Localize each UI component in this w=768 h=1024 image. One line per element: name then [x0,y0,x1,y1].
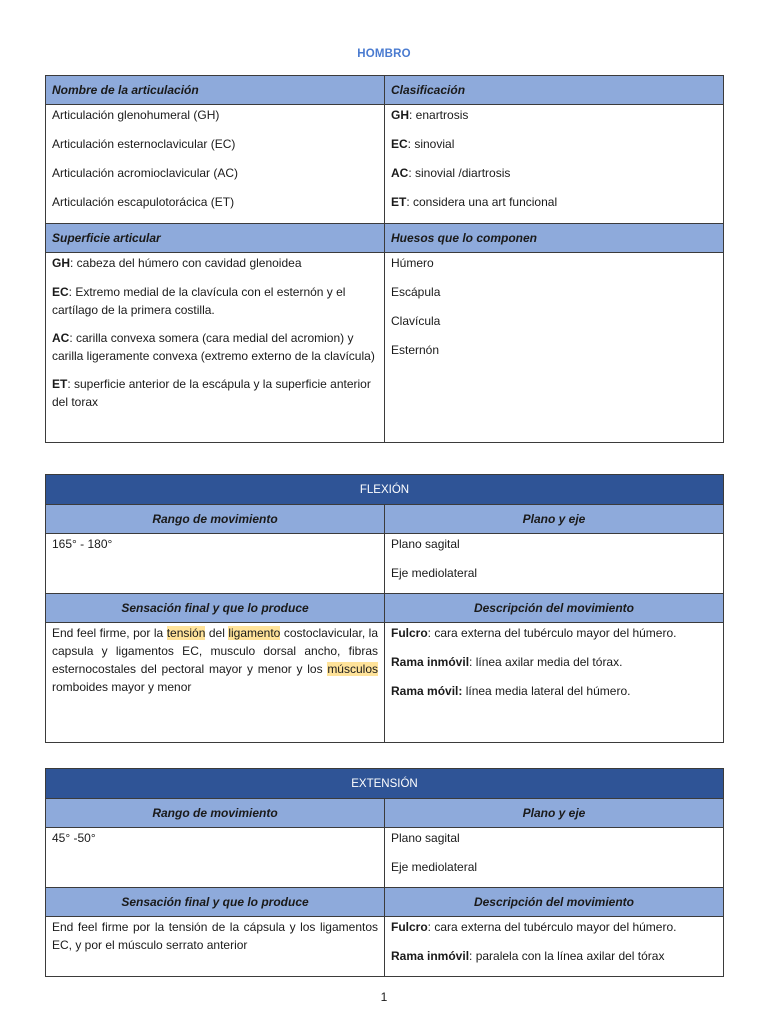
flexion-end-feel: End feel firme, por la tensión del ligamento costoclavicular, la capsula y ligamentos EC, musculo dorsal ancho, fibras esternocostales del pectoral mayor y menor y los músculos romboides mayor y menor [46,623,385,743]
list-item: Rama inmóvil: paralela con la línea axilar del tórax [391,949,665,963]
extension-table [45,768,724,977]
header-clasificacion: Clasificación [385,76,724,105]
list-item: Escápula [391,285,441,299]
header-sensacion: Sensación final y que lo produce [46,888,385,917]
list-item: Rama móvil: línea media lateral del húmero. [391,684,631,698]
flexion-range: 165° - 180° [46,534,385,594]
extension-end-feel: End feel firme por la tensión de la cápsula y los ligamentos EC, y por el músculo serrato anterior [46,917,385,977]
header-descripcion: Descripción del movimiento [385,888,724,917]
plane-text: Plano sagital [391,831,460,845]
axis-text: Eje mediolateral [391,566,478,580]
list-item: GH: enartrosis [391,108,469,122]
flexion-table [45,474,724,743]
articular-surfaces [46,253,385,443]
hombro-table [45,75,724,443]
extension-banner: EXTENSIÓN [46,769,724,799]
flexion-description [385,623,724,743]
header-plano: Plano y eje [385,799,724,828]
list-item: Fulcro: cara externa del tubérculo mayor del húmero. [391,920,677,934]
header-rango: Rango de movimiento [46,799,385,828]
list-item: ET: superficie anterior de la escápula y la superficie anterior del torax [52,377,371,409]
list-item: Rama inmóvil: línea axilar media del tórax. [391,655,623,669]
extension-plane-axis [385,828,724,888]
highlight: ligamento [228,626,281,640]
header-plano: Plano y eje [385,505,724,534]
list-item: Articulación esternoclavicular (EC) [52,137,236,151]
header-huesos: Huesos que lo componen [385,224,724,253]
list-item: ET: considera una art funcional [391,195,558,209]
list-item: AC: carilla convexa somera (cara medial del acromion) y carilla ligeramente convexa (extremo externo de la clavícula) [52,331,375,363]
list-item: Esternón [391,343,440,357]
extension-description [385,917,724,977]
list-item: Articulación acromioclavicular (AC) [52,166,239,180]
list-item: Clavícula [391,314,441,328]
list-item: Articulación escapulotorácica (ET) [52,195,235,209]
list-item: GH: cabeza del húmero con cavidad glenoidea [52,256,302,270]
list-item: Húmero [391,256,434,270]
list-item: AC: sinovial /diartrosis [391,166,511,180]
list-item: EC: sinovial [391,137,455,151]
flexion-banner: FLEXIÓN [46,475,724,505]
header-descripcion: Descripción del movimiento [385,594,724,623]
highlight: músculos [327,662,378,676]
list-item: EC: Extremo medial de la clavícula con el esternón y el cartílago de la primera costilla. [52,285,346,317]
highlight: tensión [166,626,206,640]
articulation-classes [385,105,724,224]
extension-range: 45° -50° [46,828,385,888]
page-number: 1 [380,990,388,1004]
header-rango: Rango de movimiento [46,505,385,534]
page-title: HOMBRO [357,48,411,60]
list-item: Articulación glenohumeral (GH) [52,108,220,122]
header-sensacion: Sensación final y que lo produce [46,594,385,623]
articulation-names [46,105,385,224]
axis-text: Eje mediolateral [391,860,478,874]
header-nombre: Nombre de la articulación [46,76,385,105]
flexion-plane-axis [385,534,724,594]
plane-text: Plano sagital [391,537,460,551]
bones-list [385,253,724,443]
list-item: Fulcro: cara externa del tubérculo mayor del húmero. [391,626,677,640]
header-superficie: Superficie articular [46,224,385,253]
